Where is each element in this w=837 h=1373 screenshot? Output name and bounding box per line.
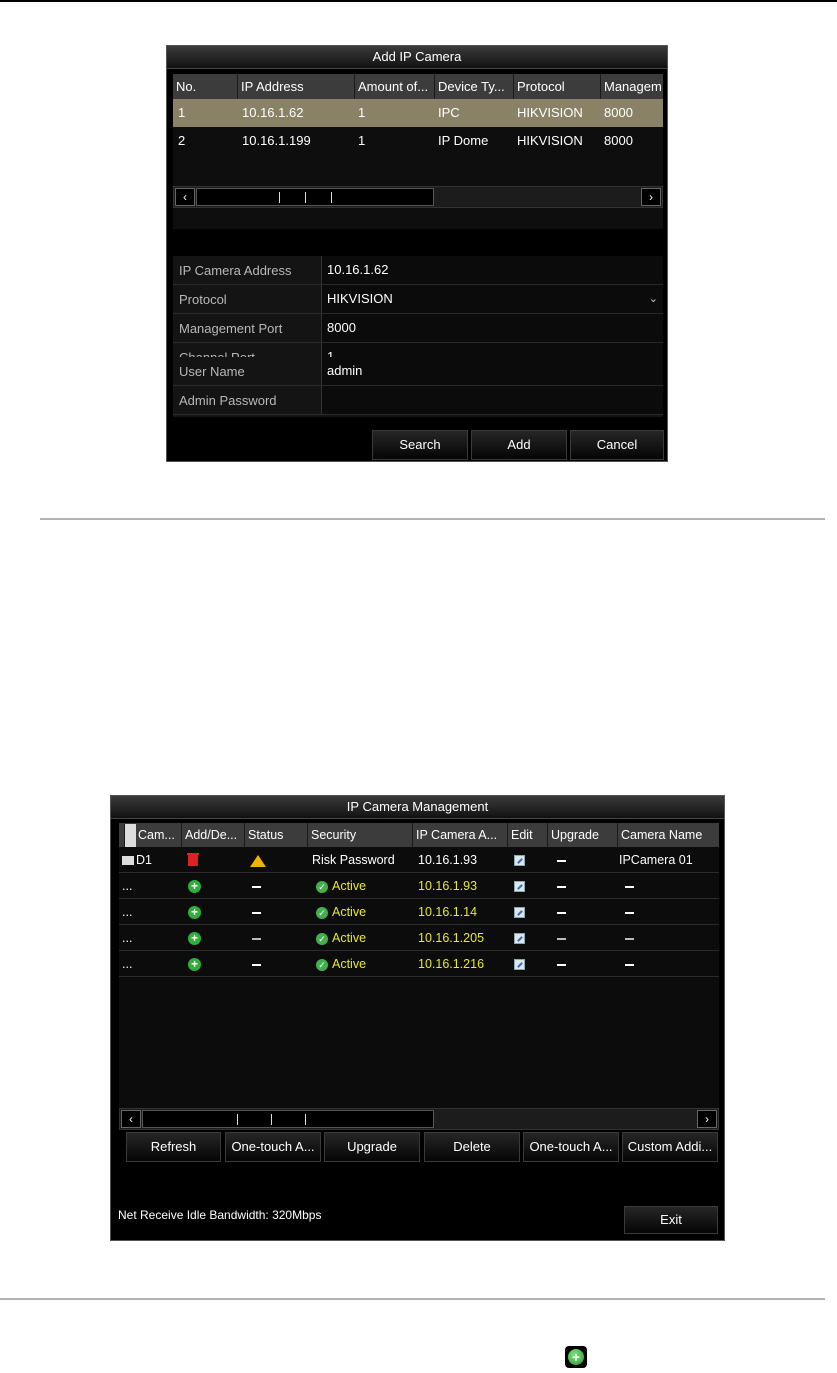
- cell-security: [316, 951, 366, 977]
- dash-icon: [252, 912, 261, 914]
- one-touch-adding-button[interactable]: One-touch A...: [523, 1132, 619, 1162]
- camera-id: D1: [136, 853, 152, 867]
- cell-protocol: HIKVISION: [517, 133, 583, 148]
- cell-amount: 1: [358, 105, 366, 120]
- add-icon: +: [568, 1349, 584, 1365]
- col-add-delete[interactable]: Add/De...: [181, 823, 244, 847]
- thumb-grip: [305, 192, 306, 203]
- dash-icon: [557, 886, 566, 888]
- management-port-row: [173, 314, 663, 343]
- page-top-rule: [0, 0, 837, 2]
- cell-upgrade: [557, 899, 566, 925]
- exit-button[interactable]: Exit: [624, 1206, 718, 1234]
- cell-status: [252, 873, 261, 899]
- dash-icon: [557, 938, 566, 940]
- dash-icon: [252, 964, 261, 966]
- scroll-thumb[interactable]: [142, 1110, 434, 1128]
- add-ip-camera-dialog: [166, 45, 668, 462]
- cell-security: [316, 925, 366, 951]
- edit-icon[interactable]: [514, 907, 525, 918]
- horizontal-scrollbar[interactable]: [119, 1108, 719, 1130]
- select-all-checkbox[interactable]: [124, 824, 136, 847]
- col-ip-address[interactable]: IP Address: [237, 74, 351, 99]
- scroll-left-icon[interactable]: ‹: [121, 1110, 141, 1128]
- table-row[interactable]: [119, 951, 719, 977]
- thumb-grip: [305, 1114, 306, 1125]
- scroll-right-icon[interactable]: ›: [641, 188, 661, 206]
- edit-icon[interactable]: [514, 881, 525, 892]
- ip-camera-management-dialog: [110, 795, 725, 1241]
- protocol-select[interactable]: [321, 285, 663, 313]
- dialog-title: Add IP Camera: [167, 46, 667, 69]
- dash-icon: [625, 938, 634, 940]
- table-header: [119, 823, 719, 847]
- check-icon: ✓: [316, 907, 328, 919]
- user-name-row: [173, 357, 663, 386]
- ip-address-field[interactable]: 10.16.1.62: [321, 256, 663, 284]
- cell-camera-name: [625, 951, 634, 977]
- dash-icon: [625, 912, 634, 914]
- cell-camera-name: [625, 899, 634, 925]
- cell-protocol: HIKVISION: [517, 105, 583, 120]
- cell-camera: ...: [122, 957, 133, 971]
- cell-add-delete: [188, 951, 201, 977]
- cell-security: [316, 873, 366, 899]
- protocol-row: [173, 285, 663, 314]
- cell-add-delete: [188, 925, 201, 951]
- table-row[interactable]: [173, 127, 663, 155]
- col-camera[interactable]: [121, 823, 181, 847]
- cell-security: Risk Password: [312, 853, 395, 867]
- col-status[interactable]: Status: [244, 823, 307, 847]
- cell-ip: 10.16.1.93: [418, 879, 478, 893]
- edit-icon[interactable]: [514, 933, 525, 944]
- scroll-thumb[interactable]: [196, 188, 434, 206]
- cell-type: IPC: [438, 105, 460, 120]
- dash-icon: [252, 938, 261, 940]
- thumb-grip: [279, 192, 280, 203]
- thumb-grip: [237, 1114, 238, 1125]
- col-management[interactable]: Managem: [600, 74, 664, 99]
- col-security[interactable]: Security: [307, 823, 412, 847]
- cell-camera: [122, 847, 152, 873]
- add-button[interactable]: Add: [471, 430, 567, 460]
- col-edit[interactable]: Edit: [507, 823, 547, 847]
- cell-security: [316, 899, 366, 925]
- cell-port: 8000: [604, 133, 633, 148]
- chevron-down-icon: ⌄: [648, 293, 658, 305]
- cell-status: [250, 847, 266, 873]
- admin-password-label: Admin Password: [179, 393, 277, 408]
- col-camera-name[interactable]: Camera Name: [617, 823, 719, 847]
- security-status: Active: [332, 957, 367, 971]
- check-icon: ✓: [316, 959, 328, 971]
- table-row[interactable]: [173, 99, 663, 127]
- cell-upgrade: [557, 847, 566, 873]
- edit-icon[interactable]: [514, 855, 525, 866]
- cell-add-delete: [188, 873, 201, 899]
- col-protocol[interactable]: Protocol: [513, 74, 601, 99]
- thumb-grip: [331, 192, 332, 203]
- refresh-button[interactable]: Refresh: [126, 1132, 221, 1162]
- section-divider: [40, 518, 825, 520]
- cell-ip: 10.16.1.216: [418, 957, 485, 971]
- cell-ip: 10.16.1.93: [418, 853, 478, 867]
- add-icon[interactable]: +: [188, 906, 201, 919]
- cell-camera: ...: [122, 905, 133, 919]
- add-icon[interactable]: +: [188, 880, 201, 893]
- check-icon: ✓: [316, 881, 328, 893]
- col-camera-label: Cam...: [138, 828, 175, 842]
- one-touch-activate-button[interactable]: One-touch A...: [225, 1132, 321, 1162]
- check-icon: ✓: [316, 933, 328, 945]
- dash-icon: [252, 886, 261, 888]
- camera-table: [119, 823, 719, 1128]
- section-divider: [0, 1298, 825, 1300]
- bandwidth-label: Net Receive Idle Bandwidth: 320Mbps: [118, 1208, 322, 1222]
- thumb-grip: [271, 1114, 272, 1125]
- col-ip-camera-address[interactable]: IP Camera A...: [412, 823, 507, 847]
- table-row[interactable]: [119, 925, 719, 951]
- cell-no: 1: [178, 105, 186, 120]
- cell-edit: [514, 951, 525, 977]
- cell-camera: ...: [122, 931, 133, 945]
- ip-address-row: [173, 256, 663, 285]
- add-icon[interactable]: +: [188, 932, 201, 945]
- protocol-value: HIKVISION: [327, 291, 393, 306]
- cell-status: [252, 899, 261, 925]
- scroll-right-icon[interactable]: ›: [697, 1110, 717, 1128]
- admin-password-field[interactable]: [321, 386, 663, 414]
- dash-icon: [557, 964, 566, 966]
- cell-camera: ...: [122, 879, 133, 893]
- cell-upgrade: [557, 925, 566, 951]
- add-icon[interactable]: +: [188, 958, 201, 971]
- cell-edit: [514, 847, 525, 873]
- security-status: Active: [332, 879, 367, 893]
- admin-password-row: [173, 386, 663, 415]
- cell-status: [252, 951, 261, 977]
- cell-add-delete: [188, 847, 198, 873]
- col-device-type[interactable]: Device Ty...: [434, 74, 514, 99]
- ip-address-label: IP Camera Address: [179, 263, 292, 278]
- trash-icon[interactable]: [188, 855, 198, 866]
- user-name-label: User Name: [179, 364, 245, 379]
- table-header: [173, 74, 663, 99]
- cell-upgrade: [557, 951, 566, 977]
- cell-upgrade: [557, 873, 566, 899]
- user-name-field[interactable]: admin: [321, 357, 663, 385]
- table-row[interactable]: [119, 873, 719, 899]
- cell-type: IP Dome: [438, 133, 489, 148]
- cell-edit: [514, 925, 525, 951]
- security-status: Active: [332, 905, 367, 919]
- management-port-label: Management Port: [179, 321, 283, 336]
- col-upgrade[interactable]: Upgrade: [547, 823, 617, 847]
- dash-icon: [557, 860, 566, 862]
- dash-icon: [557, 912, 566, 914]
- add-icon-illustration: [565, 1346, 587, 1368]
- protocol-label: Protocol: [179, 292, 227, 307]
- table-row[interactable]: [119, 899, 719, 925]
- dash-icon: [625, 964, 634, 966]
- cell-status: [252, 925, 261, 951]
- search-button[interactable]: Search: [372, 430, 468, 460]
- cell-port: 8000: [604, 105, 633, 120]
- edit-icon[interactable]: [514, 959, 525, 970]
- cell-camera-name: [625, 873, 634, 899]
- cell-add-delete: [188, 899, 201, 925]
- upgrade-button[interactable]: Upgrade: [324, 1132, 420, 1162]
- horizontal-scrollbar[interactable]: [173, 186, 663, 208]
- cell-ip: 10.16.1.205: [418, 931, 485, 945]
- management-port-field[interactable]: 8000: [321, 314, 663, 342]
- row-checkbox[interactable]: [122, 856, 134, 865]
- cell-amount: 1: [358, 133, 366, 148]
- cell-edit: [514, 873, 525, 899]
- delete-button[interactable]: Delete: [424, 1132, 520, 1162]
- cell-ip: 10.16.1.14: [418, 905, 478, 919]
- cell-no: 2: [178, 133, 186, 148]
- warning-icon: [250, 855, 266, 867]
- dash-icon: [625, 886, 634, 888]
- cell-ip: 10.16.1.199: [242, 133, 311, 148]
- table-row[interactable]: [119, 847, 719, 873]
- cell-edit: [514, 899, 525, 925]
- scroll-left-icon[interactable]: ‹: [175, 188, 195, 206]
- cancel-button[interactable]: Cancel: [570, 430, 664, 460]
- col-amount[interactable]: Amount of...: [354, 74, 434, 99]
- dialog-title: IP Camera Management: [111, 796, 724, 819]
- custom-adding-button[interactable]: Custom Addi...: [622, 1132, 718, 1162]
- cell-camera-name: IPCamera 01: [619, 853, 693, 867]
- col-no[interactable]: No.: [176, 79, 197, 94]
- security-status: Active: [332, 931, 367, 945]
- cell-camera-name: [625, 925, 634, 951]
- cell-ip: 10.16.1.62: [242, 105, 304, 120]
